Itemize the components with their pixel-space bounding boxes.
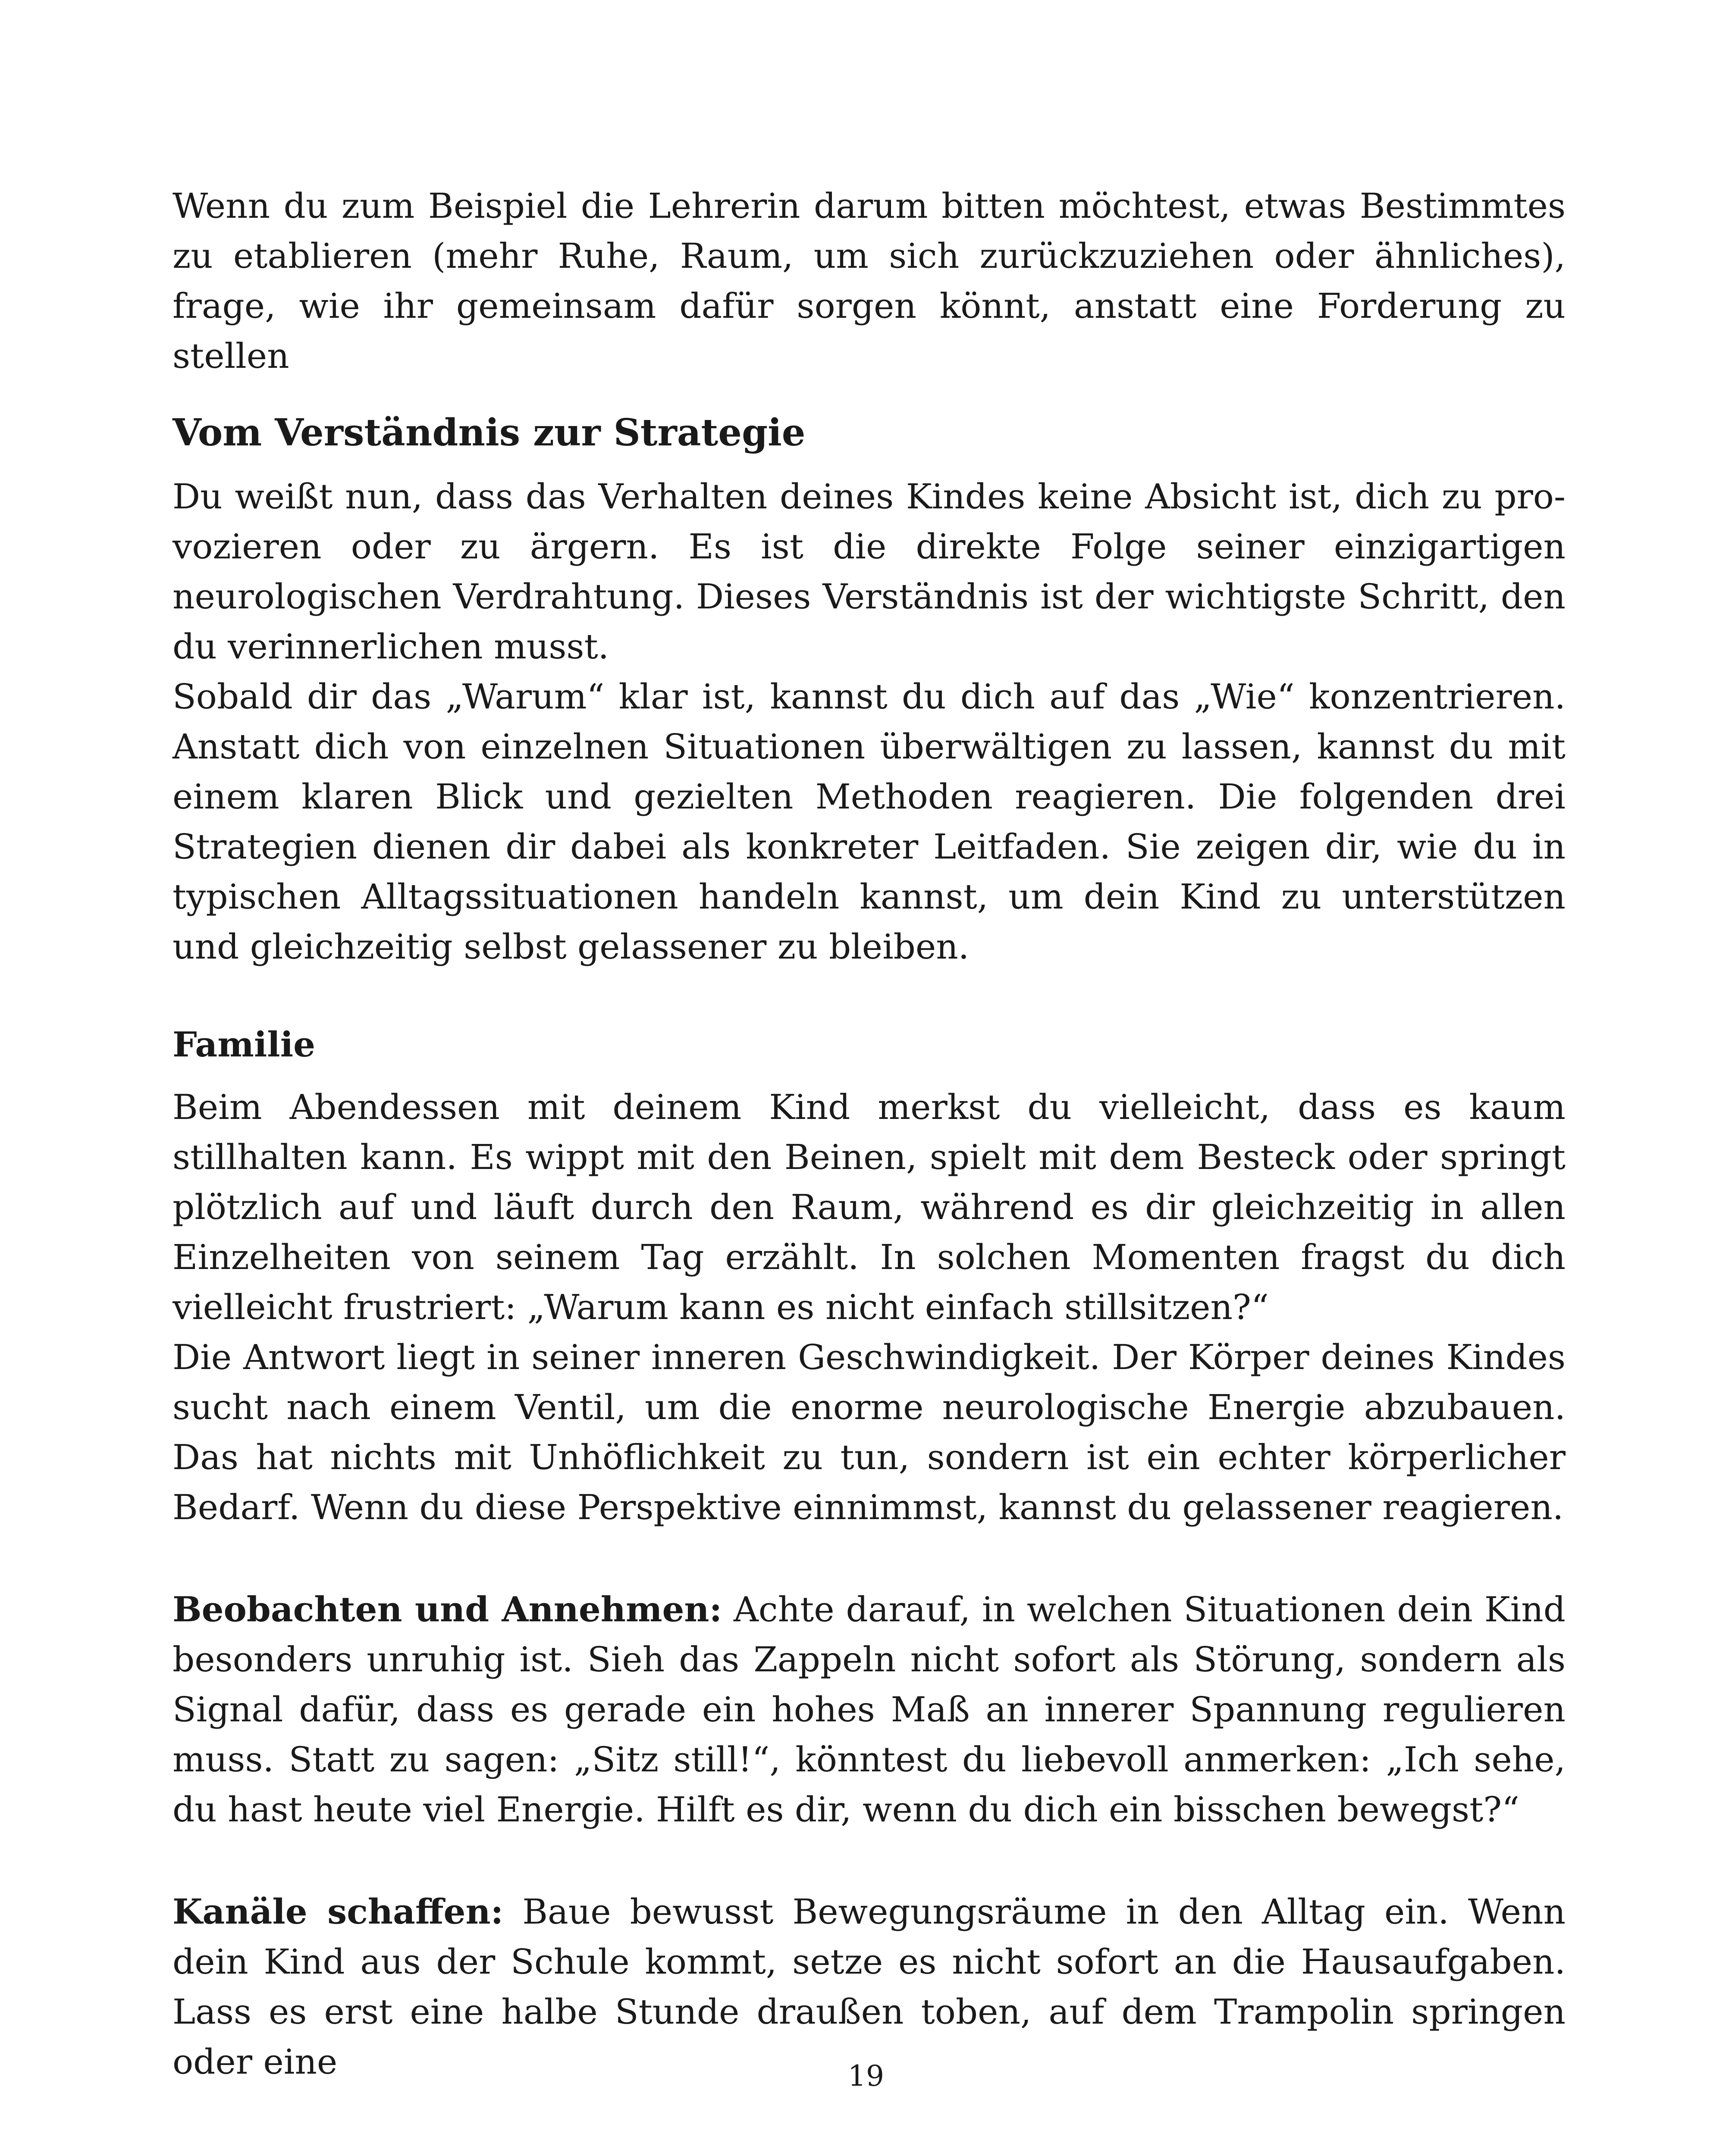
document-page bbox=[173, 181, 1566, 2122]
strategy-1-text: Achte darauf, in welchen Situationen dein Kind besonders unruhig ist. Sieh das Zappeln nicht sofort als Störung, sondern als Signal dafür, dass es gerade ein hohes Maß an innerer Spannung regulieren muss. Statt zu sagen: „Sitz still!“, könntest du liebevoll anmerken: „Ich sehe, du hast heute viel Energie. Hilft es dir, wenn du dich ein bisschen bewegst?“ bbox=[173, 1589, 1566, 1830]
section-paragraph-1: Du weißt nun, dass das Verhalten deines Kindes keine Absicht ist, dich zu provozieren oder zu ärgern. Es ist die direkte Folge seiner einzigartigen neurologischen Verdrahtung. Dieses Verständnis ist der wichtigste Schritt, den du verinnerlichen musst. bbox=[173, 476, 1566, 667]
intro-paragraph: Wenn du zum Beispiel die Lehrerin darum bitten möchtest, etwas Bestimmtes zu etablieren (mehr Ruhe, Raum, um sich zurückzuziehen oder ähnliches), frage, wie ihr gemeinsam dafür sorgen könnt, anstatt eine Forderung zu stellen bbox=[173, 186, 1566, 376]
strategy-2-text: Baue bewusst Bewegungsräume in den Alltag ein. Wenn dein Kind aus der Schule kommt, setze es nicht sofort an die Hausaufgaben. Lass es erst eine halbe Stunde draußen toben, auf dem Trampolin springen oder eine bbox=[173, 1892, 1566, 2082]
section-paragraph-2: Sobald dir das „Warum“ klar ist, kannst du dich auf das „Wie“ konzentrieren. Anstatt dich von einzelnen Situationen überwältigen zu lassen, kannst du mit einem klaren Blick und gezielten Methoden reagieren. Die folgenden drei Strategien dienen dir dabei als konkreter Leitfaden. Sie zeigen dir, wie du in typischen Alltagssituationen handeln kannst, um dein Kind zu unterstützen und gleichzeitig selbst gelassener zu bleiben. bbox=[173, 677, 1566, 967]
section-heading: Vom Verständnis zur Strategie bbox=[173, 411, 806, 454]
page-number: 19 bbox=[848, 2059, 884, 2093]
strategy-1-term: Beobachten und Annehmen: bbox=[173, 1589, 722, 1630]
subheading-familie: Familie bbox=[173, 1024, 315, 1065]
family-paragraph-2: Die Antwort liegt in seiner inneren Geschwindigkeit. Der Körper deines Kindes sucht nach einem Ventil, um die enorme neurologische Energie abzubauen. Das hat nichts mit Unhöflichkeit zu tun, sondern ist ein echter körperlicher Bedarf. Wenn du diese Perspektive einnimmst, kannst du gelassener reagieren. bbox=[173, 1337, 1566, 1527]
family-paragraph-1: Beim Abendessen mit deinem Kind merkst du vielleicht, dass es kaum stillhalten kann. Es wippt mit den Beinen, spielt mit dem Besteck oder springt plötzlich auf und läuft durch den Raum, während es dir gleichzeitig in allen Einzelheiten von seinem Tag erzählt. In solchen Momenten fragst du dich vielleicht frustriert: „Warum kann es nicht einfach stillsitzen?“ bbox=[173, 1087, 1566, 1327]
strategy-paragraph-1 bbox=[173, 1584, 1566, 1835]
strategy-2-term: Kanäle schaffen: bbox=[173, 1891, 504, 1932]
